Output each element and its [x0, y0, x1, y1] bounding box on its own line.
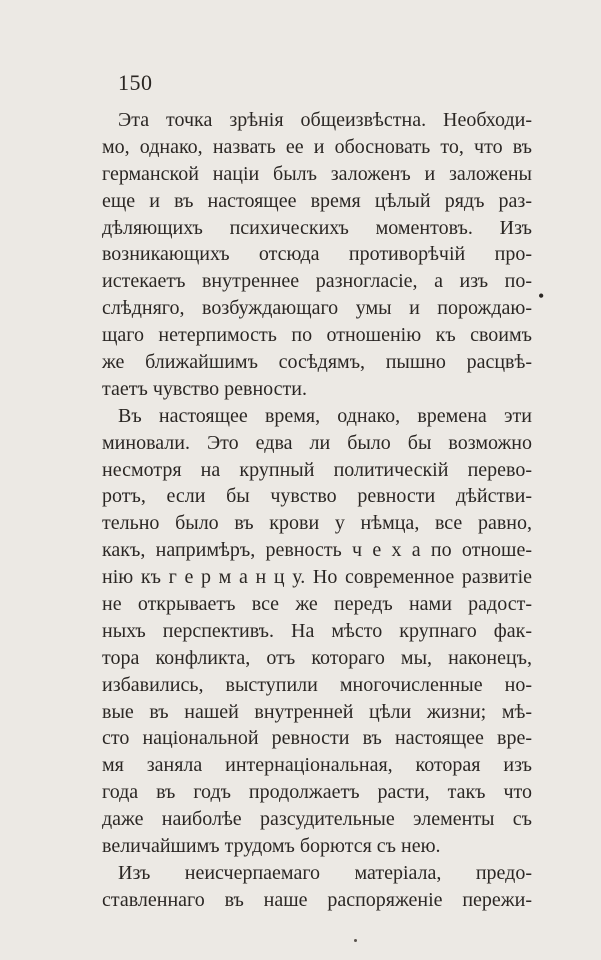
text-line: величайшимъ трудомъ борются съ нею.: [102, 835, 441, 858]
margin-mark: •: [538, 286, 545, 306]
text-line: даже наиболѣе разсудительные элементы съ: [102, 808, 532, 831]
text-line: какъ, напримѣръ, ревность ч е х а по отноше-: [102, 539, 532, 562]
text-line: возникающихъ отсюда противорѣчій про-: [102, 243, 532, 266]
text-line: истекаетъ внутреннее разногласіе, а изъ по-: [102, 270, 532, 293]
text-line: ставленнаго въ наше распоряженіе пережи-: [102, 888, 532, 911]
text-line: тора конфликта, отъ котораго мы, наконецъ,: [102, 646, 532, 669]
text-line: года въ годъ продолжаетъ расти, такъ что: [102, 781, 532, 804]
text-line: миновали. Это едва ли было бы возможно: [102, 431, 532, 454]
text-line: германской націи былъ заложенъ и заложены: [102, 162, 532, 185]
text-line: несмотря на крупный политическій перево-: [102, 458, 532, 481]
text-line: таетъ чувство ревности.: [102, 377, 307, 400]
text-line: еще и въ настоящее время цѣлый рядъ раз-: [102, 189, 532, 212]
text-line: ротъ, если бы чувство ревности дѣйстви-: [102, 485, 532, 508]
page-number: 150: [118, 70, 153, 95]
text-line: тельно было въ крови у нѣмца, все равно,: [102, 512, 532, 535]
text-line: вые въ нашей внутренней цѣли жизни; мѣ-: [102, 700, 532, 723]
text-line: мо, однако, назвать ее и обосновать то, что въ: [102, 135, 532, 158]
text-line: Изъ неисчерпаемаго матеріала, предо-: [118, 861, 532, 884]
paper-speck: [354, 939, 357, 942]
text-line: ныхъ перспективъ. На мѣсто крупнаго фак-: [102, 619, 532, 642]
text-line: мя заняла интернаціональная, которая изъ: [102, 754, 532, 777]
text-line: сто національной ревности въ настоящее вре-: [102, 727, 532, 750]
text-line: не открываетъ все же передъ нами радост-: [102, 593, 532, 616]
text-line: слѣдняго, возбуждающаго умы и порождаю-: [102, 297, 532, 320]
text-line: Въ настоящее время, однако, времена эти: [118, 404, 532, 427]
text-line: щаго нетерпимость по отношенію къ своимъ: [102, 324, 532, 347]
text-line: избавились, выступили многочисленные но-: [102, 673, 532, 696]
text-line: дѣляющихъ психическихъ моментовъ. Изъ: [102, 216, 532, 239]
text-line: же ближайшимъ сосѣдямъ, пышно расцвѣ-: [102, 351, 532, 374]
text-line: нію къ г е р м а н ц у. Но современное развитіе: [102, 566, 532, 589]
text-line: Эта точка зрѣнія общеизвѣстна. Необходи-: [118, 109, 532, 131]
body-text: [102, 107, 532, 914]
